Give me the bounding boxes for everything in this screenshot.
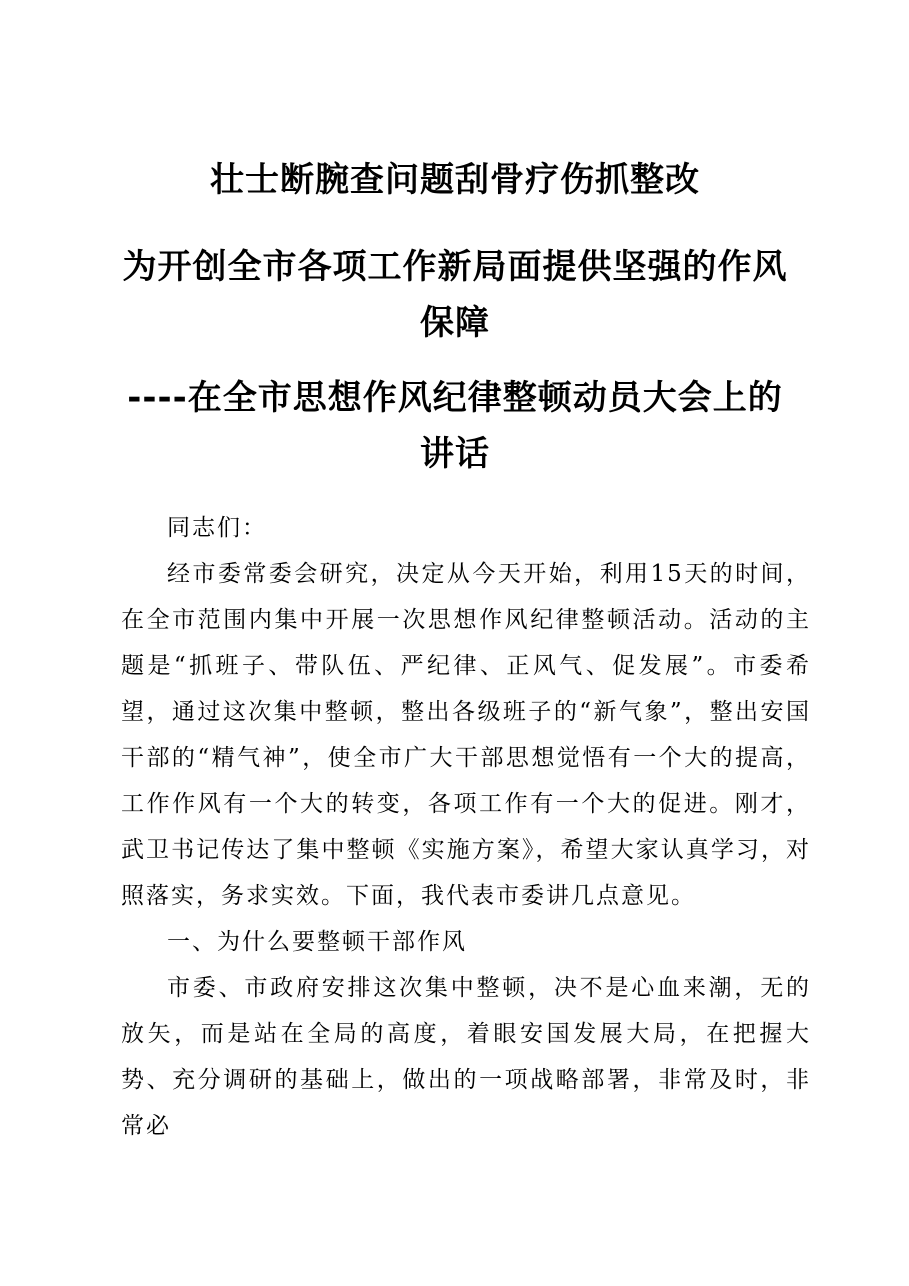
document-body bbox=[121, 505, 811, 1149]
subtitle: 为开创全市各项工作新局面提供坚强的作风保障 bbox=[122, 247, 788, 343]
salutation: 同志们： bbox=[167, 515, 267, 541]
paragraph-intro: 经市委常委会研究，决定从今天开始，利用15天的时间，在全市范围内集中开展一次思想作风纪律整顿活动。活动的主题是“抓班子、带队伍、严纪律、正风气、促发展”。市委希望，通过这次集中整顿，整出各级班子的“新气象”，整出安国干部的“精气神”，使全市广大干部思想觉悟有一个大的提高，工作作风有一个大的转变，各项工作有一个大的促进。刚才，武卫书记传达了集中整顿《实施方案》，希望大家认真学习，对照落实，务求实效。下面，我代表市委讲几点意见。 bbox=[121, 561, 811, 909]
main-title: 壮士断腕查问题刮骨疗伤抓整改 bbox=[210, 160, 700, 200]
speech-occasion-title: ----在全市思想作风纪律整顿动员大会上的讲话 bbox=[127, 378, 783, 474]
paragraph-section1: 市委、市政府安排这次集中整顿，决不是心血来潮，无的放矢，而是站在全局的高度，着眼安国发展大局，在把握大势、充分调研的基础上，做出的一项战略部署，非常及时，非常必 bbox=[121, 975, 811, 1139]
section-heading: 一、为什么要整顿干部作风 bbox=[167, 929, 467, 955]
